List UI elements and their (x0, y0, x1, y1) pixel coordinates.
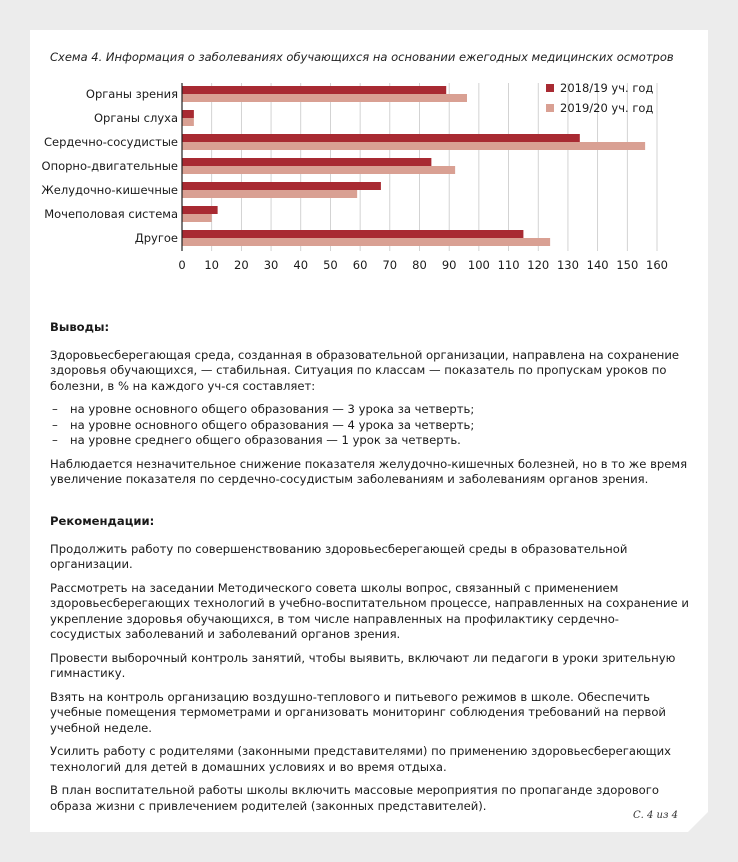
tick-label: 10 (204, 258, 220, 272)
recommendation-item: Взять на контроль организацию воздушно-теплового и питьевого режимов в школе. Обеспечить учебные помещения термометрами и организовать мониторинг соблюдения требований на первой учебной неделе. (50, 689, 666, 735)
category-label: Мочеполовая система (44, 207, 178, 221)
bar (182, 86, 446, 94)
tick-label: 100 (467, 258, 490, 272)
recommendation-item: Рассмотреть на заседании Методического совета школы вопрос, связанный с применением здоровьесберегающих технологий в учебно-воспитательном процессе, направленных на сохранение и укрепление здоровья обучающихся, в том числе направленных на профилактику сердечно-сосудистых заболеваний и заболеваний органов зрения. (50, 580, 689, 641)
recommendation-item: Продолжить работу по совершенствованию здоровьесберегающей среды в образовательной организации. (50, 541, 628, 571)
bar (182, 110, 194, 118)
bar (182, 166, 455, 174)
list-item: – на уровне основного общего образования — 4 урока за четверть; (50, 418, 690, 434)
category-label: Другое (134, 231, 178, 245)
tick-label: 50 (323, 258, 338, 272)
category-label: Органы слуха (93, 111, 178, 125)
tick-label: 30 (263, 258, 279, 272)
legend-label: 2018/19 уч. год (560, 81, 654, 95)
list-item: – на уровне основного общего образования — 3 урока за четверть; (50, 402, 690, 418)
bar (182, 206, 218, 214)
category-label: Органы зрения (85, 87, 178, 101)
recommendation-item: В план воспитательной работы школы включить массовые мероприятия по пропаганде здорового образа жизни с привлечением родителей (законных представителей). (50, 783, 659, 813)
legend-swatch (546, 104, 554, 112)
recommendation-item: Усилить работу с родителями (законными представителями) по применению здоровьесберегающих технологий для детей в домашних условиях и во время отдыха. (50, 744, 672, 774)
bar (182, 158, 431, 166)
document-page (30, 30, 708, 832)
conclusions-section (50, 320, 690, 496)
conclusions-heading: Выводы: (50, 320, 110, 334)
category-label: Сердечно-сосудистые (43, 135, 178, 149)
tick-label: 0 (178, 258, 186, 272)
tick-label: 20 (234, 258, 249, 272)
legend-swatch (546, 84, 554, 92)
bar (182, 238, 550, 246)
tick-label: 140 (586, 258, 609, 272)
tick-label: 150 (616, 258, 639, 272)
conclusions-paragraph-1: Здоровьесберегающая среда, созданная в образовательной организации, направлена на сохранение здоровья обучающихся, — стабильная. Ситуация по классам — показатель по пропускам уроков по болезни, в % на каждого уч-ся составляет: (50, 347, 680, 393)
tick-label: 90 (441, 258, 457, 272)
tick-label: 130 (556, 258, 579, 272)
bar-chart (30, 75, 708, 315)
bar (182, 214, 212, 222)
page-corner-fold (688, 812, 708, 832)
category-label: Желудочно-кишечные (41, 183, 178, 197)
tick-label: 160 (646, 258, 668, 272)
tick-label: 80 (412, 258, 427, 272)
tick-label: 120 (527, 258, 550, 272)
bar (182, 190, 357, 198)
tick-label: 110 (497, 258, 520, 272)
bar (182, 94, 467, 102)
conclusions-list (50, 402, 690, 449)
bar (182, 134, 580, 142)
bar (182, 230, 523, 238)
tick-label: 70 (382, 258, 398, 272)
chart-caption: Схема 4. Информация о заболеваниях обучающихся на основании ежегодных медицинских осмотров (50, 50, 674, 64)
legend-label: 2019/20 уч. год (560, 101, 654, 115)
tick-label: 60 (352, 258, 368, 272)
category-label: Опорно-двигательные (41, 159, 178, 173)
conclusions-paragraph-2: Наблюдается незначительное снижение показателя желудочно-кишечных болезней, но в то же время увеличение показателя по сердечно-сосудистым заболеваниям и заболеваниям органов зрения. (50, 456, 688, 486)
recommendations-heading: Рекомендации: (50, 514, 155, 528)
bar (182, 182, 381, 190)
list-item: – на уровне среднего общего образования — 1 урок за четверть. (50, 433, 690, 449)
tick-label: 40 (293, 258, 309, 272)
bar (182, 118, 194, 126)
recommendations-section (50, 514, 690, 822)
page-number: С. 4 из 4 (633, 810, 678, 821)
recommendation-item: Провести выборочный контроль занятий, чтобы выявить, включают ли педагоги в уроки зрительную гимнастику. (50, 650, 676, 680)
bar (182, 142, 645, 150)
